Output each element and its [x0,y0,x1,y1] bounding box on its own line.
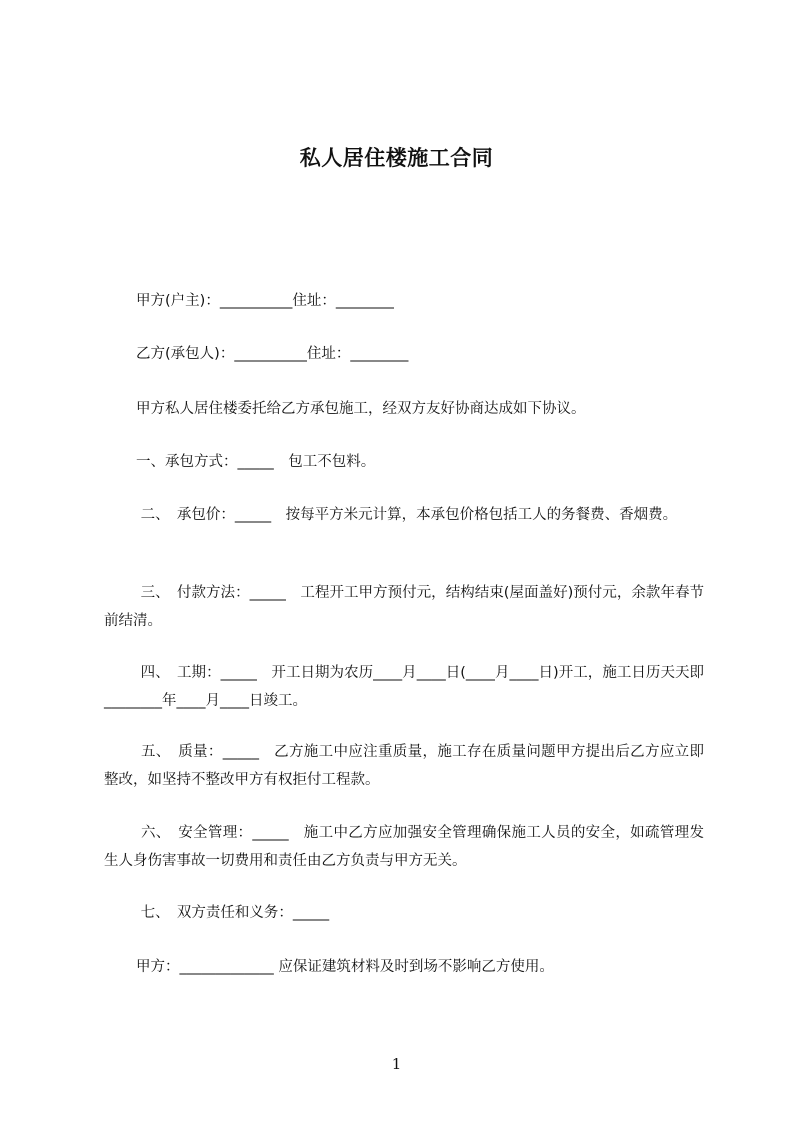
party-b-line: 乙方(承包人)：__________住址：________ [136,346,409,362]
party-a-obligation: 甲方：_____________ 应保证建筑材料及时到场不影响乙方使用。 [136,959,554,975]
clause-5-quality: 五、 质量：_____ 乙方施工中应注重质量，施工存在质量问题甲方提出后乙方应立即整改，如坚持不整改甲方有权拒付工程款。 [104,744,705,788]
page-number: 1 [391,1055,402,1073]
agreement-intro: 甲方私人居住楼委托给乙方承包施工，经双方友好协商达成如下协议。 [136,401,586,417]
clause-6-safety-management: 六、 安全管理：_____ 施工中乙方应加强安全管理确保施工人员的安全，如疏管理发生人身伤害事故一切费用和责任由乙方负责与甲方无关。 [104,825,705,869]
clause-1-contract-method: 一、承包方式：_____ 包工不包料。 [136,454,376,470]
document-title: 私人居住楼施工合同 [299,146,494,170]
clause-4-construction-period: 四、 工期：_____ 开工日期为农历____月____日(____月____日)开工，施工日历天天即________年____月____日竣工。 [104,665,705,709]
clause-2-contract-price: 二、 承包价：_____ 按每平方米元计算，本承包价格包括工人的务餐费、香烟费。 [136,507,678,523]
clause-7-responsibilities: 七、 双方责任和义务：_____ [136,905,330,921]
clause-3-payment-method: 三、 付款方法：_____ 工程开工甲方预付元，结构结束(屋面盖好)预付元，余款年春节前结清。 [104,585,705,629]
party-a-line: 甲方(户主)：__________住址：________ [136,293,394,309]
